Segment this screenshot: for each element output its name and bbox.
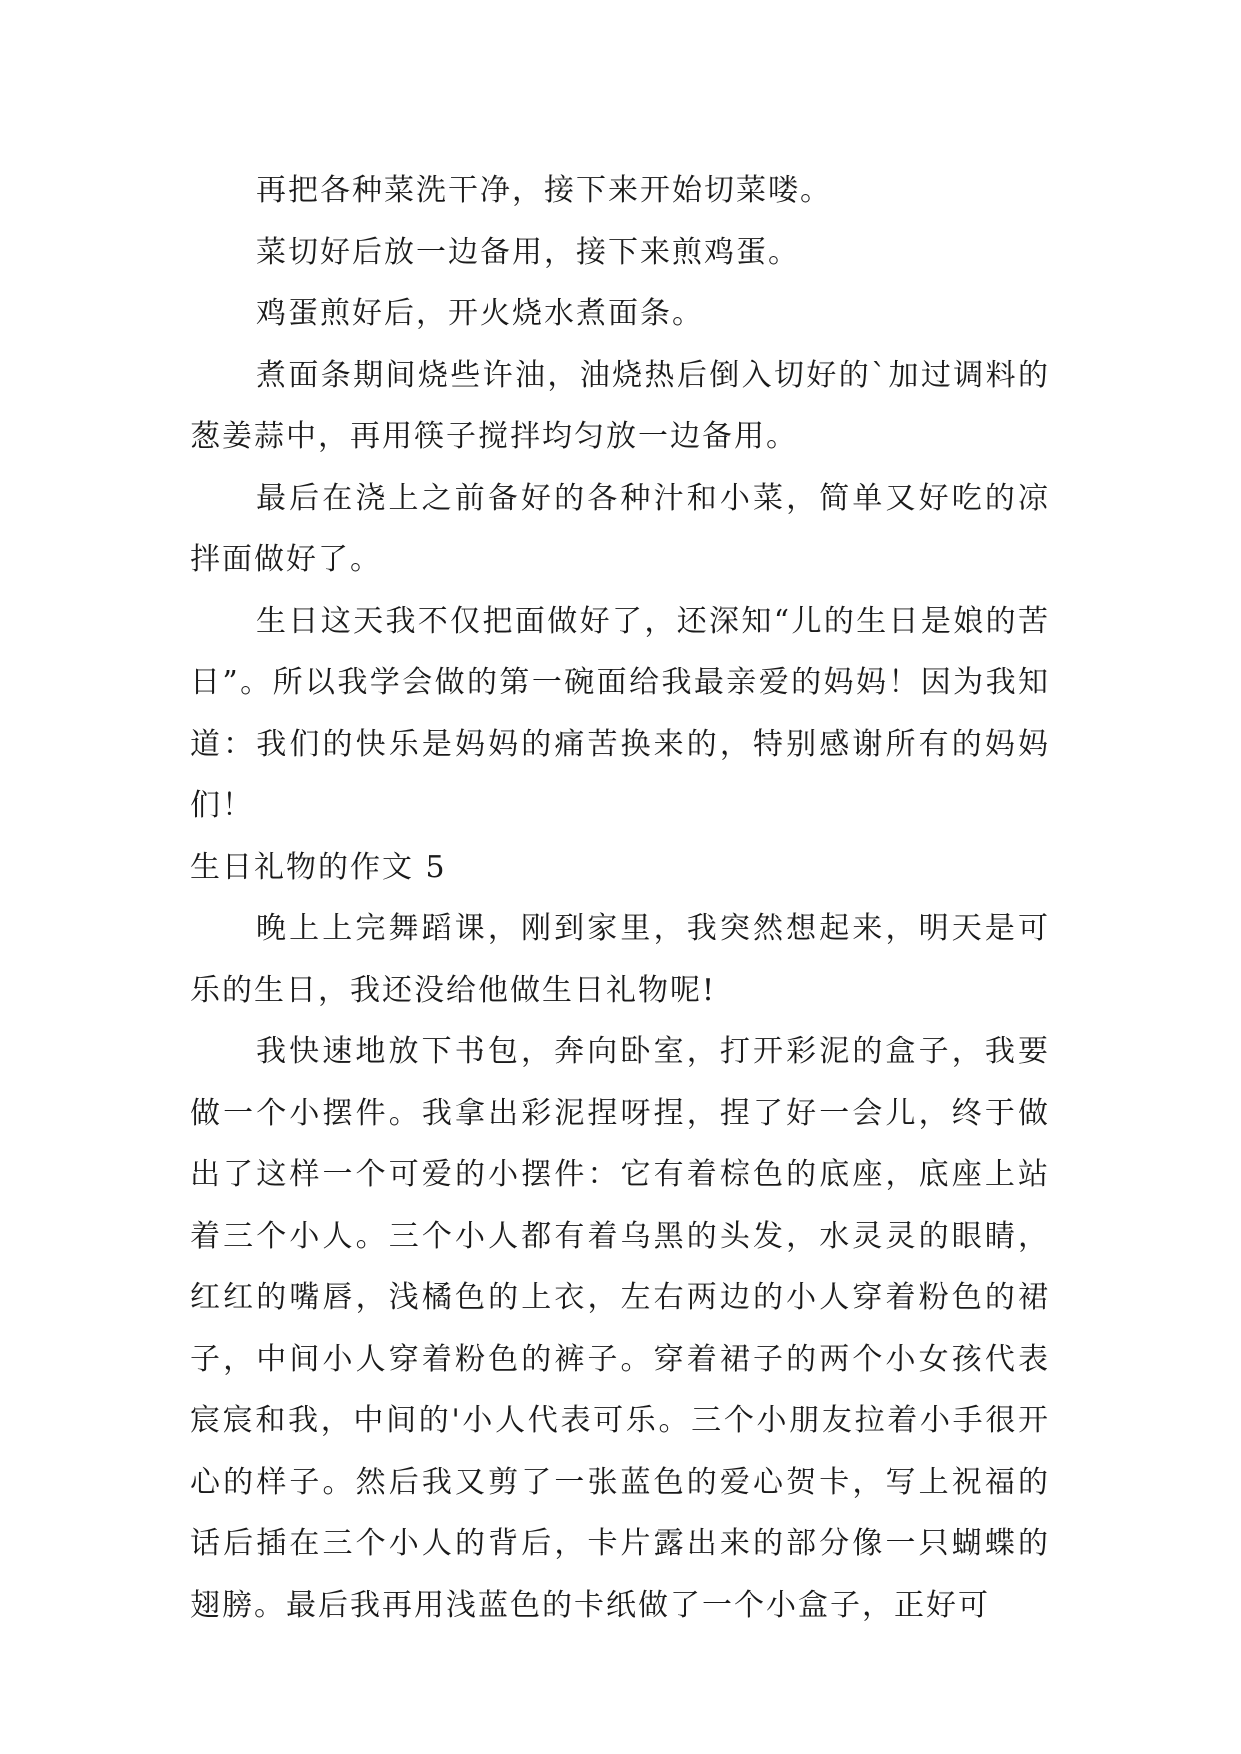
document-body <box>190 160 1050 1636</box>
paragraph: 最后在浇上之前备好的各种汁和小菜，简单又好吃的凉拌面做好了。 <box>190 480 1050 577</box>
paragraph: 菜切好后放一边备用，接下来煎鸡蛋。 <box>256 234 800 270</box>
paragraph: 鸡蛋煎好后，开火烧水煮面条。 <box>256 296 704 331</box>
paragraph: 煮面条期间烧些许油，油烧热后倒入切好的`加过调料的葱姜蒜中，再用筷子搅拌均匀放一边备用。 <box>190 357 1050 454</box>
section-heading: 生日礼物的作文 5 <box>190 849 447 885</box>
paragraph: 生日这天我不仅把面做好了，还深知“儿的生日是娘的苦日”。所以我学会做的第一碗面给我最亲爱的妈妈！因为我知道：我们的快乐是妈妈的痛苦换来的，特别感谢所有的妈妈们！ <box>190 603 1050 823</box>
paragraph: 晚上上完舞蹈课，刚到家里，我突然想起来，明天是可乐的生日，我还没给他做生日礼物呢! <box>190 911 1050 1008</box>
paragraph: 我快速地放下书包，奔向卧室，打开彩泥的盒子，我要做一个小摆件。我拿出彩泥捏呀捏，捏了好一会儿，终于做出了这样一个可爱的小摆件：它有着棕色的底座，底座上站着三个小人。三个小人都有着乌黑的头发，水灵灵的眼睛，红红的嘴唇，浅橘色的上衣，左右两边的小人穿着粉色的裙子，中间小人穿着粉色的裤子。穿着裙子的两个小女孩代表宸宸和我，中间的'小人代表可乐。三个小朋友拉着小手很开心的样子。然后我又剪了一张蓝色的爱心贺卡，写上祝福的话后插在三个小人的背后，卡片露出来的部分像一只蝴蝶的翅膀。最后我再用浅蓝色的卡纸做了一个小盒子，正好可 <box>190 1034 1050 1623</box>
paragraph: 再把各种菜洗干净，接下来开始切菜喽。 <box>256 173 832 208</box>
